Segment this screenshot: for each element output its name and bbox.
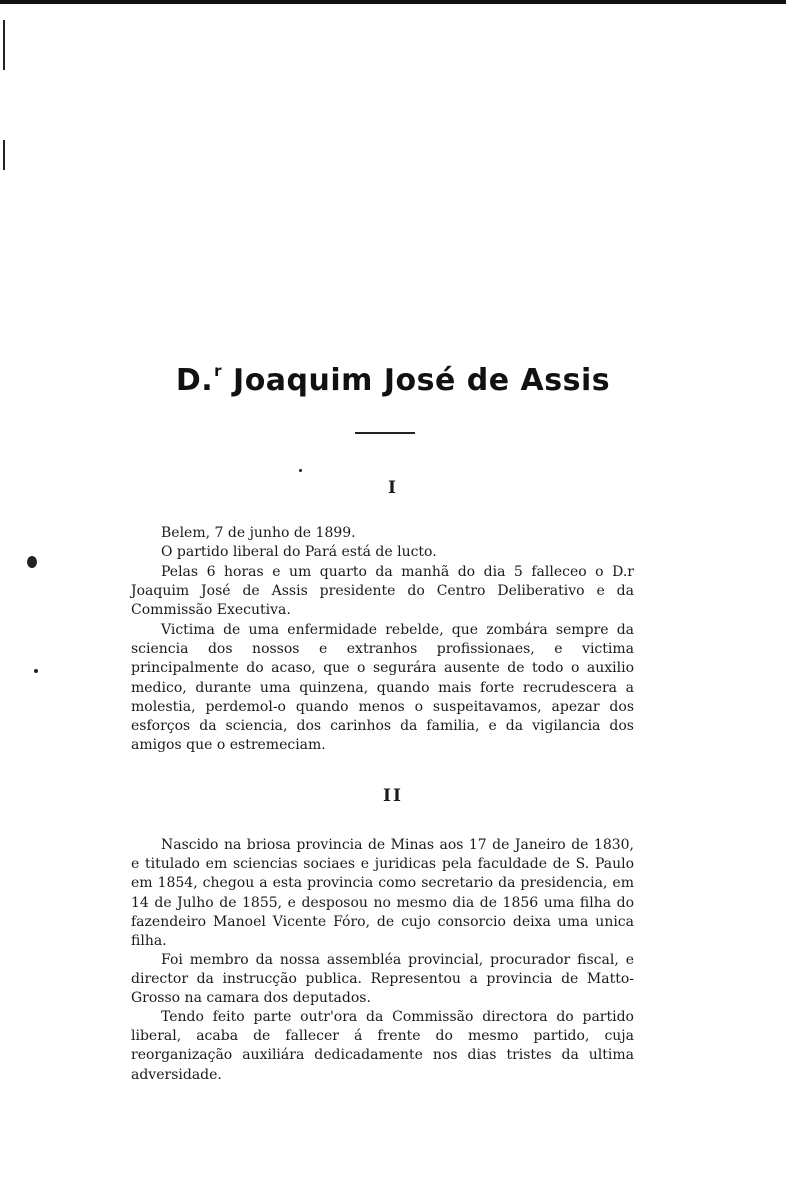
paragraph: Tendo feito parte outr'ora da Commissão directora do partido liberal, acaba de fallecer á frente do mesmo partido, cuja reorganização auxiliára dedicadamente nos dias tristes da ultima adversidade. xyxy=(131,1009,634,1083)
title-superscript: r xyxy=(214,362,223,380)
ink-dot xyxy=(299,469,302,472)
page-title xyxy=(0,362,786,398)
paragraph: Nascido na briosa provincia de Minas aos 17 de Janeiro de 1830, e titulado em sciencias sociaes e juridicas pela faculdade de S. Paulo em 1854, chegou a esta provincia como secretario da presidencia, em 14 de Julho de 1855, e desposou no mesmo dia de 1856 uma filha do fazendeiro Manoel Vicente Fóro, de cujo consorcio deixa uma unica filha. xyxy=(131,837,634,950)
section-numeral: I xyxy=(388,478,398,498)
paragraph: Foi membro da nossa assembléa provincial, procurador fiscal, e director da instrucção publica. Representou a provincia de Matto-Grosso na camara dos deputados. xyxy=(131,952,634,1007)
title-prefix: D. xyxy=(175,363,214,398)
ink-blot xyxy=(27,556,37,568)
paragraph: O partido liberal do Pará está de lucto. xyxy=(161,544,437,560)
left-edge-mark xyxy=(3,20,5,70)
paragraph: Belem, 7 de junho de 1899. xyxy=(161,525,356,541)
paragraph: Pelas 6 horas e um quarto da manhã do dia 5 falleceo o D.r Joaquim José de Assis presidente do Centro Deliberativo e da Commissão Executiva. xyxy=(131,564,634,619)
section-numeral: II xyxy=(383,786,403,806)
title-underline xyxy=(355,432,415,434)
ink-dot xyxy=(34,669,38,673)
paragraph: Victima de uma enfermidade rebelde, que zombára sempre da sciencia dos nossos e extranhos profissionaes, e victima principalmente do acaso, que o segurára ausente de todo o auxilio medico, durante uma quinzena, quando mais forte recrudescera a molestia, perdemol-o quando menos o suspeitavamos, apezar dos esforços da sciencia, dos carinhos da familia, e da vigilancia dos amigos que o estremeciam. xyxy=(131,622,634,754)
title-name: Joaquim José de Assis xyxy=(233,363,611,398)
top-border-line xyxy=(0,0,786,4)
left-edge-mark xyxy=(3,140,5,170)
